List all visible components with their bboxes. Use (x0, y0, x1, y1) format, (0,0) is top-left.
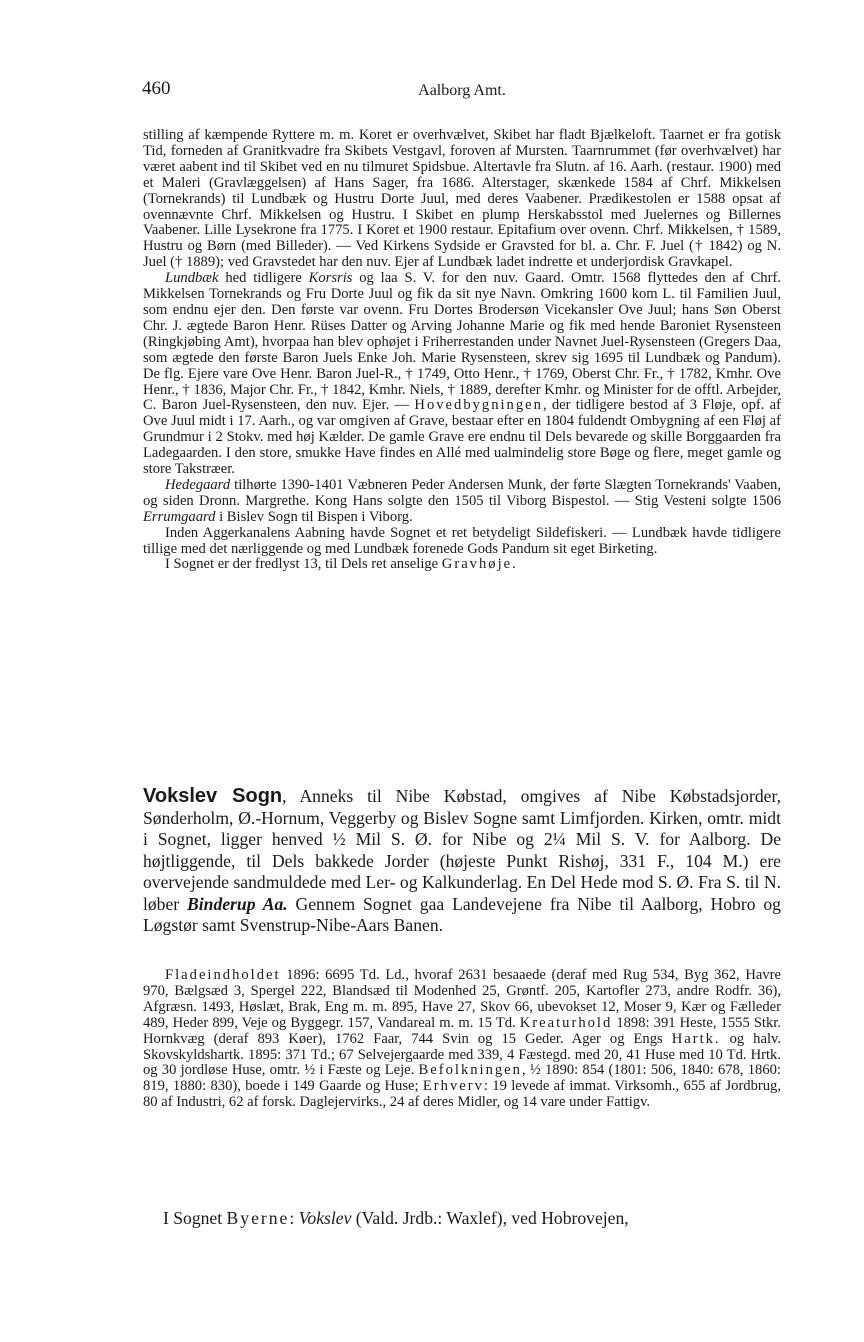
term-hedegaard: Hedegaard (165, 476, 231, 493)
continued-text-block (143, 128, 781, 573)
term-fladeindholdet: Fladeindholdet (165, 967, 281, 983)
term-befolkningen: Befolkningen (418, 1062, 522, 1079)
text-run: Gennem Sognet gaa Landevejene fra Nibe til Aalborg, Hobro og Løgstør samt Svenstrup-Nibe-Aars Banen. (143, 893, 781, 935)
paragraph-byerne (143, 1208, 781, 1230)
term-kreaturhold: Kreaturhold (519, 1014, 613, 1031)
text-run: 1896: 6695 Td. Ld., hvoraf 2631 besaaede (deraf med Rug 534, Byg 362, Havre 970, Bælgsæd 3, Spergel 222, Blandsæd til Modenhed 25, Grøntf. 205, Kartofler 273, andre Rodfr. 36), Afgræsn. 1493, Høslæt, Brak, Eng m. m. 895, Have 27, Skov 66, ubevokset 12, Moser 9, Kær og Fælleder 489, Heder 899, Veje og Byggegr. 157, Vandareal m. m. 15 Td. (143, 967, 781, 1031)
term-gravhoje: Gravhøje (441, 556, 513, 573)
paragraph-hedegaard (143, 478, 781, 526)
paragraph-gravhoje (143, 557, 781, 573)
term-binderup-aa: Binderup Aa. (187, 893, 288, 914)
text-run: 1898: 391 Heste, 1555 Stkr. Hornkvæg (deraf 893 Køer), 1762 Faar, 744 Svin og 15 Geder. Ager og Engs (143, 1014, 781, 1047)
paragraph-statistics (143, 968, 781, 1111)
term-korsris: Korsris (308, 270, 353, 287)
section-vokslev-intro (143, 786, 781, 937)
page-header (142, 78, 782, 106)
text-run: , ½ 1890: 854 (1801: 506, 1840: 678, 1860: 819, 1880: 830), boede i 149 Gaarde og Huse; (143, 1062, 781, 1095)
text-run: , der tidligere bestod af 3 Fløje, opf. af Ove Juul midt i 17. Aarh., og var omgiven af Grave, bestaar efter en 1804 fuldendt Ombygning af een Fløj af Grundmur i 2 Stokv. med høj Kælder. De gamle Grave ere endnu til Dels bevarede og skille Borggaarden fra Ladegaarden. I den store, smukke Have findes en Allé med ualmindelig store Bøge og flere, meget gamle og store Takstræer. (143, 397, 781, 478)
text-run: (Vald. Jrdb.: Waxlef), ved Hobrovejen, (351, 1208, 629, 1228)
term-byerne: Byerne (226, 1208, 290, 1228)
text-run: I Sognet (163, 1208, 227, 1228)
term-hovedbygningen: Hovedbygningen (414, 397, 543, 414)
term-hartk: Hartk. (671, 1030, 721, 1047)
paragraph-church-description: stilling af kæmpende Ryttere m. m. Koret er overhvælvet, Skibet har fladt Bjælkeloft. Taarnet er fra gotisk Tid, forneden af Granitkvadre fra Skibets Vestgavl, foroven af Mursten. Taarnrummet (før overhvælvet) har været aabent ind til Skibet ved en nu tilmuret Spidsbue. Altertavle fra Slutn. af 16. Aarh. (restaur. 1900) med et Maleri (Gravlæggelsen) af Hans Sager, fra 1686. Alterstager, skænkede 1584 af Chrf. Mikkelsen (Tornekrands) til Lundbæk og Hustru Dorte Juul, med deres Vaabener. Prædikestolen er 1588 opsat af ovennævnte Chrf. Mikkelsen og Hustru. I Skibet en plump Herskabsstol med Juelernes og Billernes Vaabener. Lille Lysekrone fra 1775. I Koret et 1900 restaur. Epitafium over ovenn. Chrf. Mikkelsen, † 1589, Hustru og Børn (med Billeder). — Ved Kirkens Sydside er Gravsted for bl. a. Chr. F. Juel († 1842) og N. Juel († 1889); ved Gravstedet har den nuv. Ejer af Lundbæk ladet indrette et underjordisk Gravkapel. (143, 127, 781, 271)
text-run: : 19 levede af immat. Virksomh., 655 af Jordbrug, 80 af Industri, 62 af forsk. Daglejervirks., 24 af deres Midler, og 14 vare under Fattigv. (143, 1078, 781, 1111)
text-run: og halv. Skovskyldshartk. 1895: 371 Td.; 67 Selvejergaarde med 339, 4 Fæstegd. med 20, 41 Huse med 10 Td. Hrtk. og 30 jordløse Huse, omtr. ½ i Fæste og Leje. (143, 1030, 781, 1079)
page-number: 460 (142, 78, 171, 99)
text-run: I Sognet er der fredlyst 13, til Dels ret anselige (165, 556, 442, 573)
term-erhverv: Erhverv (422, 1078, 484, 1095)
section-heading: Vokslev Sogn (143, 785, 283, 807)
term-vokslev: Vokslev (298, 1208, 352, 1228)
text-run: i Bislev Sogn til Bispen i Viborg. (215, 508, 413, 525)
running-title: Aalborg Amt. (418, 82, 506, 99)
text-run: . (512, 556, 516, 573)
term-errumgaard: Errumgaard (143, 508, 216, 525)
text-run: og laa S. V. for den nuv. Gaard. Omtr. 1568 flyttedes den af Chrf. Mikkelsen Tornekrands og Fru Dorte Juul og fik da sit nye Navn. Omkring 1600 kom L. til Familien Juul, som endnu ejer den. Den første var ovenn. Fru Dortes Brodersøn Vicekansler Ove Juul; hans Søn Oberst Chr. J. ægtede Baron Henr. Rüses Datter og Arving Johanne Marie og fik med hende Baroniet Rysensteen (Ringkjøbing Amt), hvorpaa han blev ophøjet i Friherrestanden under Navnet Juel-Rysensteen (Gregers Daa, som ægtede den første Baron Juels Enke Joh. Marie Rysensteen, skrev sig 1695 til Lundbæk og Pandum). De flg. Ejere vare Ove Henr. Baron Juel-R., † 1749, Otto Henr., † 1769, Oberst Chr. Fr., † 1782, Kmhr. Ove Henr., † 1836, Major Chr. Fr., † 1842, Kmhr. Niels, † 1889, derefter Kmhr. og Minister for de offtl. Arbejder, C. Baron Juel-Rysensteen, den nuv. Ejer. — (143, 270, 781, 414)
text-run: hed tidligere (218, 270, 309, 287)
paragraph-lundbaek-history (143, 271, 781, 478)
paragraph-aggerkanal: Inden Aggerkanalens Aabning havde Sognet et ret betydeligt Sildefiskeri. — Lundbæk havde tidligere tillige med det nærliggende og med Lundbæk forenede Gods Pandum sit eget Birketing. (143, 524, 781, 557)
text-run: : (289, 1208, 299, 1228)
term-lundbaek: Lundbæk (165, 270, 219, 287)
statistics-block (143, 968, 781, 1111)
text-run: , Anneks til Nibe Købstad, omgives af Nibe Købstadsjorder, Sønderholm, Ø.-Hornum, Veggerby og Bislev Sogne samt Limfjorden. Kirken, omtr. midt i Sognet, ligger henved ½ Mil S. Ø. for Nibe og 2¼ Mil S. V. for Aalborg. De højtliggende, til Dels bakkede Jorder (højeste Punkt Rishøj, 331 F., 104 M.) ere overvejende sandmuldede med Ler- og Kalkunderlag. En Del Hede mod S. Ø. Fra S. til N. løber (143, 786, 781, 914)
text-run: tilhørte 1390-1401 Væbneren Peder Andersen Munk, der førte Slægten Tornekrands' Vaaben, og siden Dronn. Margrethe. Kong Hans solgte den 1505 til Viborg Bispestol. — Stig Vesteni solgte 1506 (143, 476, 781, 509)
